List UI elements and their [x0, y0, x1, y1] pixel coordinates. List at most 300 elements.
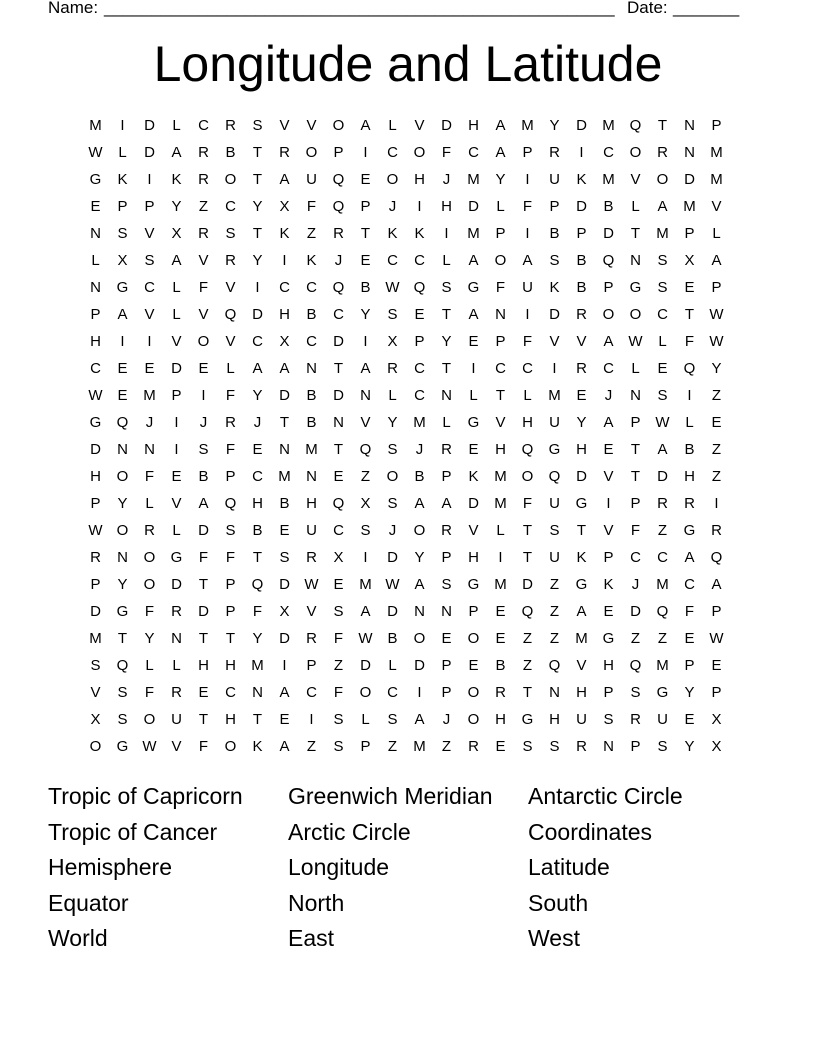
grid-letter: G: [602, 630, 615, 647]
grid-letter: G: [656, 684, 669, 701]
grid-letter: N: [90, 225, 101, 242]
grid-letter: M: [494, 576, 507, 593]
grid-letter: X: [90, 711, 101, 728]
grid-letter: N: [630, 252, 641, 269]
grid-letter: M: [548, 387, 561, 404]
grid-letter: S: [657, 252, 668, 269]
word-bank-item: Coordinates: [528, 818, 653, 845]
grid-letter: A: [684, 549, 695, 566]
grid-letter: S: [549, 738, 560, 755]
grid-letter: P: [711, 684, 722, 701]
grid-letter: Y: [252, 387, 263, 404]
grid-letter: X: [279, 603, 290, 620]
grid-letter: P: [576, 225, 587, 242]
grid-letter: D: [387, 549, 398, 566]
grid-letter: D: [333, 333, 344, 350]
grid-letter: E: [468, 657, 479, 674]
grid-letter: D: [576, 198, 587, 215]
grid-letter: T: [495, 387, 506, 404]
word-bank-item: Greenwich Meridian: [288, 783, 493, 809]
grid-letter: L: [442, 414, 451, 431]
grid-letter: B: [225, 144, 236, 161]
grid-letter: Z: [441, 738, 452, 755]
grid-letter: C: [333, 522, 344, 539]
grid-letter: T: [333, 441, 344, 458]
grid-letter: S: [225, 225, 236, 242]
grid-letter: C: [387, 684, 398, 701]
word-bank-item: East: [288, 925, 335, 951]
grid-letter: K: [252, 738, 263, 755]
grid-letter: R: [387, 360, 398, 377]
grid-letter: Q: [548, 657, 561, 674]
grid-letter: Z: [711, 387, 722, 404]
grid-letter: M: [89, 117, 102, 134]
grid-letter: C: [306, 279, 317, 296]
grid-letter: Y: [711, 360, 722, 377]
grid-letter: A: [117, 306, 128, 323]
grid-letter: K: [414, 225, 425, 242]
grid-letter: V: [603, 468, 614, 485]
grid-letter: F: [144, 603, 155, 620]
grid-letter: A: [414, 711, 425, 728]
grid-letter: S: [117, 225, 128, 242]
grid-letter: E: [711, 657, 722, 674]
grid-letter: P: [630, 738, 641, 755]
grid-letter: B: [603, 198, 614, 215]
grid-letter: D: [657, 468, 668, 485]
grid-letter: G: [116, 738, 129, 755]
grid-letter: C: [252, 333, 263, 350]
grid-letter: D: [252, 306, 263, 323]
grid-letter: D: [414, 657, 425, 674]
grid-letter: H: [198, 657, 209, 674]
grid-letter: Y: [117, 495, 128, 512]
grid-letter: L: [388, 387, 397, 404]
grid-letter: P: [603, 549, 614, 566]
grid-letter: G: [548, 441, 561, 458]
grid-letter: I: [147, 333, 152, 350]
grid-letter: X: [711, 738, 722, 755]
grid-letter: L: [496, 198, 505, 215]
grid-letter: O: [467, 684, 480, 701]
grid-letter: T: [198, 576, 209, 593]
grid-letter: M: [305, 441, 318, 458]
grid-letter: N: [144, 441, 155, 458]
grid-letter: V: [225, 333, 236, 350]
grid-letter: R: [171, 684, 182, 701]
grid-letter: A: [441, 495, 452, 512]
grid-letter: J: [442, 711, 451, 728]
grid-letter: Z: [657, 522, 668, 539]
grid-letter: U: [549, 414, 560, 431]
grid-letter: I: [120, 333, 125, 350]
grid-letter: R: [441, 522, 452, 539]
grid-letter: H: [522, 414, 533, 431]
grid-letter: R: [171, 603, 182, 620]
grid-letter: F: [684, 603, 695, 620]
grid-letter: I: [282, 252, 287, 269]
grid-letter: O: [116, 468, 129, 485]
grid-letter: C: [657, 549, 668, 566]
word-bank-item: North: [288, 889, 345, 916]
grid-letter: X: [333, 549, 344, 566]
grid-letter: Z: [306, 225, 317, 242]
word-bank-item: South: [528, 889, 589, 916]
grid-letter: E: [333, 576, 344, 593]
grid-letter: Y: [144, 630, 155, 647]
grid-letter: W: [88, 522, 103, 539]
grid-letter: D: [684, 171, 695, 188]
date-label: Date:: [627, 0, 668, 17]
grid-letter: M: [494, 468, 507, 485]
grid-letter: H: [441, 198, 452, 215]
grid-letter: N: [684, 144, 695, 161]
grid-letter: V: [198, 252, 209, 269]
grid-letter: P: [630, 495, 641, 512]
grid-letter: U: [576, 711, 587, 728]
grid-letter: E: [711, 414, 722, 431]
grid-letter: L: [631, 360, 640, 377]
grid-letter: T: [198, 711, 209, 728]
grid-letter: G: [629, 279, 642, 296]
grid-letter: M: [656, 225, 669, 242]
grid-letter: C: [522, 360, 533, 377]
grid-letter: T: [576, 522, 587, 539]
grid-letter: A: [360, 603, 371, 620]
grid-letter: R: [711, 522, 722, 539]
grid-letter: T: [252, 711, 263, 728]
grid-letter: U: [549, 549, 560, 566]
header: [0, 0, 816, 20]
grid-letter: S: [549, 252, 560, 269]
grid-letter: L: [145, 495, 154, 512]
grid-letter: P: [441, 657, 452, 674]
grid-letter: M: [575, 630, 588, 647]
grid-letter: R: [225, 117, 236, 134]
grid-letter: M: [521, 117, 534, 134]
grid-letter: M: [656, 657, 669, 674]
grid-letter: S: [117, 684, 128, 701]
grid-letter: J: [334, 252, 343, 269]
grid-letter: L: [172, 657, 181, 674]
grid-letter: P: [711, 603, 722, 620]
grid-letter: P: [225, 468, 236, 485]
grid-letter: E: [576, 387, 587, 404]
grid-letter: Z: [198, 198, 209, 215]
grid-letter: C: [90, 360, 101, 377]
grid-letter: P: [90, 495, 101, 512]
grid-letter: I: [417, 684, 422, 701]
grid-letter: P: [360, 738, 371, 755]
grid-letter: P: [441, 468, 452, 485]
grid-letter: T: [252, 144, 263, 161]
grid-letter: L: [361, 711, 370, 728]
grid-letter: N: [306, 468, 317, 485]
grid-letter: E: [441, 630, 452, 647]
grid-letter: C: [387, 144, 398, 161]
grid-letter: Q: [521, 603, 534, 620]
grid-letter: A: [414, 576, 425, 593]
grid-letter: Q: [521, 441, 534, 458]
grid-letter: N: [414, 603, 425, 620]
grid-letter: E: [198, 360, 209, 377]
grid-letter: S: [90, 657, 101, 674]
grid-letter: O: [359, 684, 372, 701]
grid-letter: L: [172, 279, 181, 296]
grid-letter: C: [657, 306, 668, 323]
grid-letter: G: [683, 522, 696, 539]
grid-letter: B: [306, 414, 317, 431]
grid-letter: Z: [711, 441, 722, 458]
grid-letter: V: [306, 603, 317, 620]
grid-letter: P: [90, 576, 101, 593]
grid-letter: Y: [360, 306, 371, 323]
grid-letter: Q: [710, 549, 723, 566]
grid-letter: F: [198, 279, 209, 296]
name-label: Name:: [48, 0, 99, 17]
grid-letter: A: [711, 576, 722, 593]
grid-letter: D: [90, 603, 101, 620]
grid-letter: P: [468, 603, 479, 620]
grid-letter: B: [198, 468, 209, 485]
grid-letter: O: [629, 144, 642, 161]
grid-letter: T: [657, 117, 668, 134]
grid-letter: R: [657, 495, 668, 512]
grid-letter: S: [387, 711, 398, 728]
grid-letter: V: [306, 117, 317, 134]
grid-letter: J: [145, 414, 154, 431]
grid-letter: A: [171, 144, 182, 161]
grid-letter: K: [576, 549, 587, 566]
grid-letter: O: [494, 252, 507, 269]
grid-letter: S: [387, 495, 398, 512]
grid-letter: H: [279, 306, 290, 323]
grid-letter: J: [631, 576, 640, 593]
grid-letter: P: [90, 306, 101, 323]
grid-letter: H: [252, 495, 263, 512]
grid-letter: M: [710, 171, 723, 188]
grid-letter: D: [522, 576, 533, 593]
word-bank-item: Tropic of Capricorn: [48, 783, 243, 809]
grid-letter: P: [495, 333, 506, 350]
grid-letter: D: [576, 468, 587, 485]
grid-letter: A: [495, 144, 506, 161]
grid-letter: C: [225, 684, 236, 701]
grid-letter: T: [522, 684, 533, 701]
grid-letter: W: [142, 738, 157, 755]
grid-letter: E: [117, 360, 128, 377]
grid-letter: M: [602, 117, 615, 134]
grid-letter: C: [306, 333, 317, 350]
grid-letter: R: [684, 495, 695, 512]
grid-letter: I: [525, 225, 530, 242]
grid-letter: A: [576, 603, 587, 620]
grid-letter: S: [225, 522, 236, 539]
grid-letter: Z: [549, 630, 560, 647]
grid-letter: D: [198, 603, 209, 620]
grid-letter: M: [413, 738, 426, 755]
grid-letter: L: [91, 252, 100, 269]
grid-letter: F: [225, 441, 236, 458]
grid-letter: T: [630, 441, 641, 458]
grid-letter: P: [711, 279, 722, 296]
grid-letter: M: [602, 171, 615, 188]
date-line: _______: [673, 0, 740, 17]
grid-letter: S: [333, 603, 344, 620]
grid-letter: V: [576, 333, 587, 350]
grid-letter: G: [89, 414, 102, 431]
grid-letter: L: [469, 387, 478, 404]
grid-letter: R: [441, 441, 452, 458]
grid-letter: P: [225, 576, 236, 593]
grid-letter: O: [629, 306, 642, 323]
grid-letter: P: [684, 657, 695, 674]
grid-letter: W: [385, 279, 400, 296]
grid-letter: Y: [387, 414, 398, 431]
grid-letter: E: [171, 468, 182, 485]
grid-letter: V: [171, 495, 182, 512]
grid-letter: R: [549, 144, 560, 161]
grid-letter: G: [116, 279, 129, 296]
grid-letter: K: [171, 171, 182, 188]
grid-letter: T: [225, 630, 236, 647]
word-bank-item: Tropic of Cancer: [48, 818, 218, 845]
grid-letter: S: [144, 252, 155, 269]
grid-letter: A: [657, 441, 668, 458]
grid-letter: E: [279, 522, 290, 539]
grid-letter: N: [441, 387, 452, 404]
grid-letter: N: [90, 279, 101, 296]
grid-letter: Z: [522, 657, 533, 674]
grid-letter: N: [495, 306, 506, 323]
grid-letter: S: [387, 306, 398, 323]
grid-letter: V: [279, 117, 290, 134]
grid-letter: F: [225, 387, 236, 404]
grid-letter: H: [549, 711, 560, 728]
grid-letter: V: [198, 306, 209, 323]
grid-letter: X: [711, 711, 722, 728]
grid-letter: D: [144, 144, 155, 161]
grid-letter: A: [198, 495, 209, 512]
grid-letter: S: [657, 387, 668, 404]
grid-letter: E: [90, 198, 101, 215]
grid-letter: Z: [360, 468, 371, 485]
grid-letter: S: [549, 522, 560, 539]
grid-letter: L: [172, 117, 181, 134]
grid-letter: R: [468, 738, 479, 755]
grid-letter: C: [333, 306, 344, 323]
grid-letter: D: [198, 522, 209, 539]
grid-letter: F: [522, 198, 533, 215]
grid-letter: I: [309, 711, 314, 728]
grid-letter: C: [414, 387, 425, 404]
grid-letter: Z: [657, 630, 668, 647]
grid-letter: I: [363, 333, 368, 350]
grid-letter: M: [710, 144, 723, 161]
grid-letter: O: [386, 171, 399, 188]
grid-letter: Q: [629, 657, 642, 674]
grid-letter: L: [712, 225, 721, 242]
grid-letter: T: [441, 306, 452, 323]
grid-letter: T: [684, 306, 695, 323]
grid-letter: N: [306, 360, 317, 377]
grid-letter: Z: [306, 738, 317, 755]
grid-letter: R: [630, 711, 641, 728]
name-line: ______________________________________________________: [104, 0, 615, 17]
grid-letter: R: [198, 144, 209, 161]
grid-letter: G: [575, 576, 588, 593]
grid-letter: V: [603, 522, 614, 539]
grid-letter: W: [358, 630, 373, 647]
grid-letter: D: [468, 495, 479, 512]
grid-letter: T: [252, 549, 263, 566]
grid-letter: H: [495, 711, 506, 728]
grid-letter: V: [576, 657, 587, 674]
word-bank-item: Hemisphere: [48, 854, 172, 880]
grid-letter: T: [360, 225, 371, 242]
grid-letter: J: [388, 198, 397, 215]
grid-letter: A: [279, 738, 290, 755]
grid-letter: E: [117, 387, 128, 404]
grid-letter: L: [118, 144, 127, 161]
grid-letter: A: [279, 684, 290, 701]
grid-letter: E: [360, 171, 371, 188]
grid-letter: O: [602, 306, 615, 323]
grid-letter: T: [630, 225, 641, 242]
grid-letter: Y: [495, 171, 506, 188]
grid-letter: W: [304, 576, 319, 593]
grid-letter: C: [387, 252, 398, 269]
grid-letter: K: [549, 279, 560, 296]
grid-letter: E: [603, 441, 614, 458]
grid-letter: E: [495, 630, 506, 647]
word-bank-item: Arctic Circle: [288, 818, 411, 845]
grid-letter: R: [198, 171, 209, 188]
grid-letter: V: [495, 414, 506, 431]
grid-letter: L: [685, 414, 694, 431]
grid-letter: D: [387, 603, 398, 620]
grid-letter: O: [656, 171, 669, 188]
grid-letter: L: [145, 657, 154, 674]
grid-letter: N: [252, 684, 263, 701]
grid-letter: A: [603, 333, 614, 350]
grid-letter: T: [252, 225, 263, 242]
grid-letter: C: [414, 252, 425, 269]
grid-letter: L: [172, 522, 181, 539]
grid-letter: A: [279, 360, 290, 377]
grid-letter: G: [521, 711, 534, 728]
grid-letter: B: [549, 225, 560, 242]
grid-letter: W: [385, 576, 400, 593]
grid-letter: G: [116, 603, 129, 620]
grid-letter: E: [684, 711, 695, 728]
grid-letter: Z: [387, 738, 398, 755]
grid-letter: X: [279, 333, 290, 350]
grid-letter: H: [306, 495, 317, 512]
grid-letter: O: [413, 144, 426, 161]
grid-letter: E: [468, 441, 479, 458]
letter-grid: [82, 112, 730, 760]
grid-letter: W: [628, 333, 643, 350]
grid-letter: B: [306, 387, 317, 404]
grid-letter: P: [333, 144, 344, 161]
grid-letter: L: [172, 306, 181, 323]
grid-letter: A: [603, 414, 614, 431]
grid-letter: D: [144, 117, 155, 134]
grid-letter: B: [252, 522, 263, 539]
grid-letter: P: [144, 198, 155, 215]
grid-letter: H: [576, 441, 587, 458]
